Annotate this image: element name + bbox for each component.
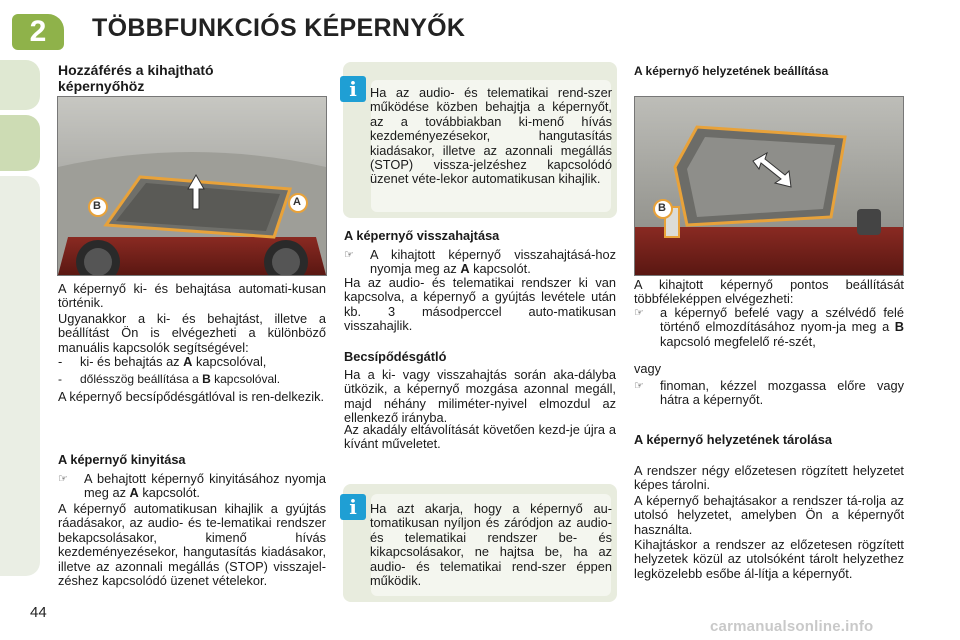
- antipinch-paragraph-2: Az akadály eltávolítását követően kezd-je újra a kívánt műveletet.: [344, 422, 616, 452]
- section-heading-position: A képernyő helyzetének beállítása: [634, 64, 829, 78]
- dashboard-illustration: [58, 97, 326, 275]
- antipinch-paragraph-1: Ha a ki- vagy visszahajtás során aka-dályba ütközik, a képernyő mozgása azonnal megáll, majd néhány miliméter-nyivel elmozdul az ellenkező irányba.: [344, 367, 616, 426]
- switch-letter: A: [183, 354, 193, 369]
- list-dash: -: [58, 372, 62, 386]
- storage-paragraph-1: A rendszer négy előzetesen rögzített helyzetet képes tárolni.: [634, 463, 904, 493]
- hand-pointer-icon: ☞: [634, 307, 644, 319]
- bullet-unfold: [58, 472, 326, 501]
- sidebar-tab-upper: [0, 60, 40, 110]
- list-text: ki- és behajtás az: [80, 354, 184, 369]
- info-icon: i: [340, 76, 366, 102]
- watermark: carmanualsonline.info: [710, 618, 874, 635]
- list-suffix: kapcsolóval,: [192, 354, 267, 369]
- bullet-suffix: kapcsoló megfelelő ré-szét,: [660, 333, 816, 349]
- dashboard-photo-left: [57, 96, 327, 276]
- callout-label-a: A: [293, 196, 301, 208]
- list-text: dőlésszög beállítása a: [80, 372, 203, 386]
- list-item-tilt-switch: [58, 372, 326, 386]
- unfold-paragraph: A képernyő automatikusan kihajlik a gyújtás ráadásakor, az audio- és te-lematikai rendszer bekapcsolásakor, kimenő hívás kezdeményezésekor, hangutasítás kiadásakor, illetve az azonnali megállás (STOP) visszajel-zéshez kapcsolódó üzenet vételekor.: [58, 501, 326, 589]
- bullet-retract: [344, 248, 616, 277]
- info-text-top: Ha az audio- és telematikai rend-szer működése közben behajtja a képernyőt, az a továbbiakban ki-menő hívás kezdeményezésekor, hangutasítás kiadásakor, illetve az azonnali megállás (STOP) vissza-jelzéshez kapcsolódó üzenet véte-lekor automatikusan kihajlik.: [370, 85, 612, 187]
- switch-letter: A: [129, 485, 139, 501]
- screen-adjust-illustration: [635, 97, 903, 275]
- sidebar-tab-active: [0, 115, 40, 171]
- list-dash: -: [58, 354, 63, 369]
- switch-letter: B: [202, 372, 211, 386]
- info-text-bottom: Ha azt akarja, hogy a képernyő au-tomatikusan nyíljon és záródjon az audio- és telematikai rendszer be- és kikapcsolásakor, ne hajtsa be, ha az audio- és telematikai rend-szer éppen működik.: [370, 501, 612, 589]
- bullet-suffix: kapcsolót.: [469, 261, 531, 277]
- section-heading-storage: A képernyő helyzetének tárolása: [634, 432, 832, 447]
- intro-paragraph-1: A képernyő ki- és behajtása automati-kusan történik.: [58, 281, 326, 311]
- hand-pointer-icon: ☞: [634, 380, 644, 392]
- position-paragraph: A kihajtott képernyő pontos beállítását többféleképpen elvégezheti:: [634, 277, 904, 307]
- antipinch-note: A képernyő becsípődésgátlóval is ren-delkezik.: [58, 389, 325, 404]
- callout-label-b: B: [658, 202, 666, 214]
- section-heading-retract: A képernyő visszahajtása: [344, 228, 500, 243]
- sidebar-tab-lower: [0, 176, 40, 576]
- bullet-text: a képernyő befelé vagy a szélvédő felé történő elmozdításához nyom-ja meg a: [660, 305, 904, 335]
- or-word: vagy: [634, 361, 662, 376]
- section-heading-antipinch: Becsípődésgátló: [344, 349, 447, 364]
- bullet-text: A behajtott képernyő kinyitásához nyomja meg az: [84, 471, 326, 501]
- dashboard-photo-right: [634, 96, 904, 276]
- page-title: TÖBBFUNKCIÓS KÉPERNYŐK: [92, 14, 466, 42]
- callout-label-b: B: [93, 200, 101, 212]
- bullet-switch-adjust: [634, 306, 904, 349]
- bullet-manual-adjust: [634, 379, 904, 408]
- page-number: 44: [30, 604, 47, 621]
- hand-pointer-icon: ☞: [344, 249, 354, 261]
- switch-letter: B: [894, 319, 904, 335]
- bullet-suffix: kapcsolót.: [138, 485, 200, 501]
- list-item-unfold-switch: [58, 355, 326, 369]
- switch-letter: A: [460, 261, 470, 277]
- intro-paragraph-2: Ugyanakkor a ki- és behajtást, illetve a beállítást Ön is elvégezheti a különböző manuális kapcsolók segítségével:: [58, 311, 326, 355]
- bullet-text: A kihajtott képernyő visszahajtásá-hoz nyomja meg az: [370, 247, 616, 277]
- bullet-text: finoman, kézzel mozgassa előre vagy hátra a képernyőt.: [660, 378, 904, 408]
- chapter-badge: 2: [12, 14, 64, 50]
- list-suffix: kapcsolóval.: [210, 372, 281, 386]
- hand-pointer-icon: ☞: [58, 473, 68, 485]
- section-heading-access: Hozzáférés a kihajtható képernyőhöz: [58, 62, 214, 94]
- retract-paragraph: Ha az audio- és telematikai rendszer ki van kapcsolva, a képernyő a gyújtás levétele után kb. 3 másodperccel auto-matikusan visszahajlik.: [344, 275, 616, 334]
- section-heading-unfold: A képernyő kinyitása: [58, 452, 186, 467]
- storage-paragraph-2: A képernyő behajtásakor a rendszer tá-rolja az utolsó helyzetet, amelyben Ön a képernyőt használta.: [634, 493, 904, 537]
- info-icon: i: [340, 494, 366, 520]
- storage-paragraph-3: Kihajtáskor a rendszer az előzetesen rögzített helyzetek közül az utolsóként tárolt helyzethez legközelebb esőbe ál-lítja a képernyőt.: [634, 537, 904, 581]
